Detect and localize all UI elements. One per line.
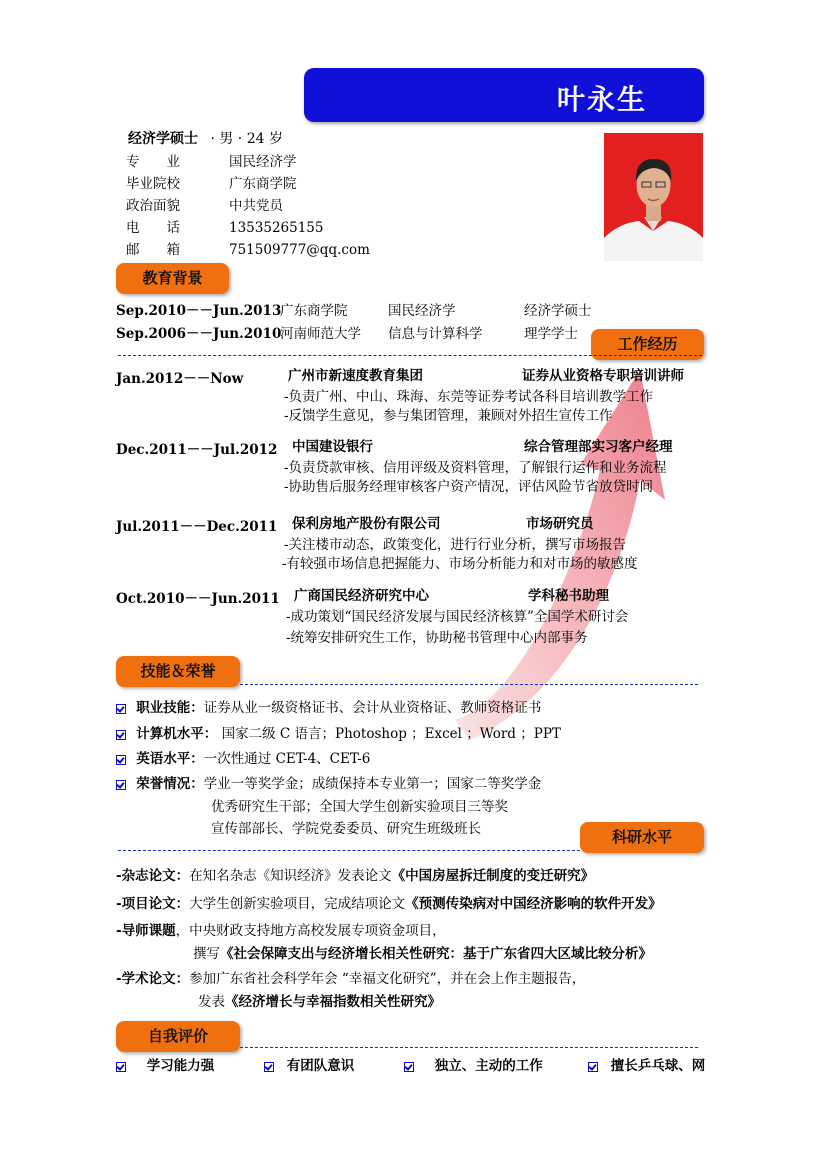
skill-label: 荣誉情况：: [136, 776, 204, 792]
research-item: [116, 967, 585, 987]
section-skills: 技能＆荣誉: [116, 656, 240, 687]
education-item: [116, 299, 592, 322]
work-line: -负责广州、中山、珠海、东莞等证券考试各科目培训教学工作: [284, 389, 654, 405]
self-eval-text: 擅长乒乓球、网: [610, 1058, 706, 1074]
profile-value: 751509777@qq.com: [229, 242, 370, 258]
research-title: 《经济增长与幸福指数相关性研究》: [225, 994, 441, 1010]
research-item: [116, 919, 446, 939]
work-period: Jan.2012－－Now: [116, 371, 244, 387]
work-period: Oct.2010－－Jun.2011: [116, 591, 280, 607]
edu-school: 河南师范大学: [280, 326, 361, 342]
self-eval-item: [588, 1054, 827, 1074]
research-title: 《预测传染病对中国经济影响的软件开发》: [405, 896, 662, 912]
self-eval-text: 有团队意识: [286, 1058, 355, 1074]
profile-label: 毕业院校: [126, 176, 180, 192]
section-self-eval: 自我评价: [116, 1021, 240, 1052]
self-eval-item: [116, 1054, 214, 1074]
work-line: -统筹安排研究生工作，协助秘书管理中心内部事务: [286, 630, 588, 646]
profile-header: [128, 128, 283, 148]
profile-label: 政治面貌: [126, 198, 180, 214]
skill-item: [116, 772, 541, 792]
profile-value: 国民经济学: [229, 154, 297, 170]
research-text: 在知名杂志《知识经济》发表论文: [189, 868, 392, 884]
research-label: -项目论文：: [116, 896, 190, 912]
checkbox-icon: [116, 780, 126, 790]
edu-period: Sep.2010－－Jun.2013: [116, 303, 282, 319]
research-title: 《社会保障支出与经济增长相关性研究：基于广东省四大区域比较分析》: [220, 946, 652, 962]
checkbox-icon: [116, 704, 126, 714]
divider: [240, 1047, 698, 1048]
work-org: 广州市新速度教育集团: [288, 368, 423, 384]
edu-major: 国民经济学: [388, 303, 456, 319]
skill-text: 学业一等奖学金；成绩保持本专业第一；国家二等奖学金: [203, 776, 542, 792]
divider: [240, 684, 698, 685]
profile-value: 13535265155: [229, 220, 324, 236]
profile-value: 中共党员: [229, 198, 283, 214]
education-list: [116, 299, 592, 345]
skill-text: 国家二级 C 语言；Photoshop ；Excel ；Word ；PPT: [217, 726, 561, 742]
skill-label: 英语水平：: [136, 751, 204, 767]
research-text: 撰写: [193, 946, 220, 962]
skill-text-cont: 优秀研究生干部；全国大学生创新实验项目三等奖: [211, 799, 508, 815]
work-role: 综合管理部实习客户经理: [524, 439, 673, 455]
work-role: 市场研究员: [526, 516, 594, 532]
profile-list: [126, 150, 370, 260]
skill-text-cont: 宣传部部长、学院党委委员、研究生班级班长: [211, 821, 481, 837]
candidate-name: 叶永生: [557, 83, 648, 116]
education-item: [116, 322, 578, 345]
edu-period: Sep.2006－－Jun.2010: [116, 326, 282, 342]
edu-major: 信息与计算科学: [388, 326, 483, 342]
work-line: -关注楼市动态，政策变化，进行行业分析，撰写市场报告: [284, 537, 627, 553]
self-eval-text: 学习能力强: [146, 1058, 215, 1074]
profile-label: 电 话: [126, 220, 180, 236]
self-eval-item: [264, 1054, 354, 1074]
work-org: 保利房地产股份有限公司: [292, 516, 441, 532]
skill-item: [116, 696, 541, 716]
skill-item: [116, 722, 561, 742]
work-line: -成功策划“国民经济发展与国民经济核算”全国学术研讨会: [286, 609, 629, 625]
checkbox-icon: [264, 1062, 274, 1072]
work-item: [116, 584, 716, 645]
sex-age: · 男 · 24 岁: [210, 131, 283, 147]
work-item: [116, 512, 716, 571]
research-label: -杂志论文：: [116, 868, 190, 884]
skill-text: 一次性通过 CET-4、CET-6: [203, 751, 371, 767]
checkbox-icon: [588, 1062, 598, 1072]
skill-label: 计算机水平：: [136, 726, 218, 742]
section-work: 工作经历: [591, 329, 704, 360]
work-role: 学科秘书助理: [528, 588, 609, 604]
work-role: 证券从业资格专职培训讲师: [522, 368, 684, 384]
research-text: 参加广东省社会科学年会 “幸福文化研究”，并在会上作主题报告，: [189, 971, 586, 987]
edu-school: 广东商学院: [280, 303, 348, 319]
research-title: 《中国房屋拆迁制度的变迁研究》: [391, 868, 595, 884]
work-line: -反馈学生意见，参与集团管理，兼顾对外招生宣传工作: [284, 408, 613, 424]
work-item: [116, 435, 716, 494]
divider: [118, 850, 580, 851]
profile-photo: [604, 133, 703, 261]
checkbox-icon: [116, 730, 126, 740]
research-item: [116, 864, 594, 884]
section-education: 教育背景: [116, 263, 229, 294]
research-text: 大学生创新实验项目，完成结项论文: [189, 896, 406, 912]
research-label: -学术论文：: [116, 971, 190, 987]
checkbox-icon: [404, 1062, 414, 1072]
work-period: Jul.2011－－Dec.2011: [116, 519, 278, 535]
profile-value: 广东商学院: [229, 176, 297, 192]
work-line: -有较强市场信息把握能力、市场分析能力和对市场的敏感度: [282, 556, 638, 572]
degree: 经济学硕士: [128, 131, 198, 147]
section-research: 科研水平: [580, 822, 704, 853]
research-text: 发表: [198, 994, 225, 1010]
skill-item: [116, 747, 370, 767]
checkbox-icon: [116, 755, 126, 765]
profile-label: 专 业: [126, 154, 180, 170]
work-line: -协助售后服务经理审核客户资产情况，评估风险节省放贷时间: [284, 479, 654, 495]
edu-degree: 经济学硕士: [524, 303, 592, 319]
work-period: Dec.2011－－Jul.2012: [116, 442, 278, 458]
profile-label: 邮 箱: [126, 242, 180, 258]
checkbox-icon: [116, 1062, 126, 1072]
research-item: [116, 892, 662, 912]
research-label: -导师课题: [116, 923, 176, 939]
research-item-cont: [198, 990, 441, 1010]
divider: [118, 355, 702, 356]
work-org: 广商国民经济研究中心: [294, 588, 429, 604]
research-text: ，中央财政支持地方高校发展专项资金项目，: [175, 923, 446, 939]
edu-degree: 理学学士: [524, 326, 578, 342]
self-eval-text: 独立、主动的工作: [434, 1058, 543, 1074]
work-item: [116, 364, 716, 423]
research-item-cont: [193, 942, 652, 962]
self-eval-item: [404, 1054, 543, 1074]
skill-text: 证券从业一级资格证书、会计从业资格证、教师资格证书: [203, 700, 542, 716]
skill-label: 职业技能：: [136, 700, 204, 716]
work-line: -负责贷款审核、信用评级及资料管理，了解银行运作和业务流程: [284, 460, 667, 476]
work-org: 中国建设银行: [292, 439, 373, 455]
